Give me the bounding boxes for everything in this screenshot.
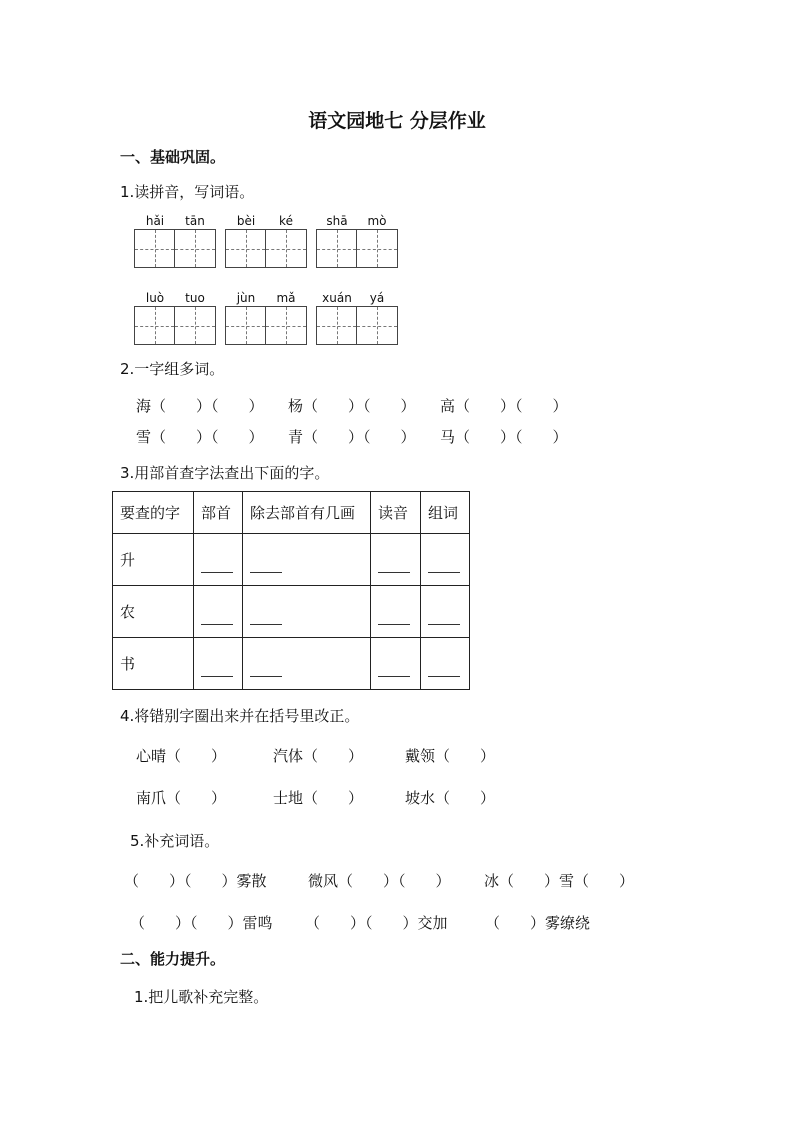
table-header: 部首	[194, 492, 243, 534]
answer-blank[interactable]	[194, 534, 243, 586]
writing-grid-2[interactable]	[225, 214, 307, 268]
q4-item[interactable]: 坡水（ ）	[405, 789, 496, 807]
q2-item[interactable]: 高（ ）（ ）	[440, 397, 568, 415]
answer-blank[interactable]	[421, 638, 470, 690]
s2-q1-label: 1.把儿歌补充完整。	[134, 988, 269, 1006]
pinyin: ké	[279, 214, 293, 228]
answer-blank[interactable]	[371, 638, 421, 690]
answer-blank[interactable]	[421, 586, 470, 638]
table-header: 读音	[371, 492, 421, 534]
radical-lookup-table	[112, 491, 470, 690]
writing-grid-3[interactable]	[316, 214, 398, 268]
pinyin: jùn	[236, 291, 256, 305]
q2-item[interactable]: 海（ ）（ ）	[136, 397, 264, 415]
answer-blank[interactable]	[371, 586, 421, 638]
pinyin: bèi	[236, 214, 256, 228]
table-row	[113, 638, 470, 690]
table-row	[113, 534, 470, 586]
q2-item[interactable]: 青（ ）（ ）	[288, 428, 416, 446]
q2-item[interactable]: 雪（ ）（ ）	[136, 428, 264, 446]
pinyin: mǎ	[276, 291, 296, 305]
lookup-char: 农	[113, 586, 194, 638]
pinyin: luò	[145, 291, 165, 305]
q5-item[interactable]: （ ）（ ）雾散	[124, 872, 267, 890]
pinyin: tān	[185, 214, 205, 228]
q2-label: 2.一字组多词。	[120, 360, 225, 378]
pinyin: tuo	[185, 291, 205, 305]
pinyin: shā	[326, 214, 348, 228]
page-title: 语文园地七 分层作业	[308, 110, 486, 132]
q1-label: 1.读拼音，写词语。	[120, 183, 255, 201]
q2-item[interactable]: 马（ ）（ ）	[440, 428, 568, 446]
table-header: 要查的字	[113, 492, 194, 534]
lookup-char: 书	[113, 638, 194, 690]
answer-blank[interactable]	[243, 586, 371, 638]
answer-blank[interactable]	[371, 534, 421, 586]
q4-label: 4.将错别字圈出来并在括号里改正。	[120, 707, 360, 725]
answer-blank[interactable]	[243, 534, 371, 586]
pinyin: yá	[369, 291, 385, 305]
q5-item[interactable]: 微风（ ）（ ）	[308, 872, 451, 890]
pinyin: hǎi	[145, 214, 165, 228]
pinyin: xuán	[322, 291, 352, 305]
q2-item[interactable]: 杨（ ）（ ）	[288, 397, 416, 415]
writing-grid-6[interactable]	[316, 291, 398, 345]
answer-blank[interactable]	[194, 586, 243, 638]
q5-label: 5.补充词语。	[130, 832, 220, 850]
pinyin: mò	[367, 214, 387, 228]
answer-blank[interactable]	[243, 638, 371, 690]
q5-item[interactable]: 冰（ ）雪（ ）	[484, 872, 635, 890]
writing-grid-5[interactable]	[225, 291, 307, 345]
lookup-char: 升	[113, 534, 194, 586]
q4-item[interactable]: 心晴（ ）	[136, 747, 227, 765]
q5-item[interactable]: （ ）（ ）交加	[305, 914, 448, 932]
q4-item[interactable]: 南爪（ ）	[136, 789, 227, 807]
section-1-heading: 一、基础巩固。	[120, 148, 226, 166]
table-header: 除去部首有几画	[243, 492, 371, 534]
answer-blank[interactable]	[194, 638, 243, 690]
q4-item[interactable]: 戴领（ ）	[405, 747, 496, 765]
section-2-heading: 二、能力提升。	[120, 950, 226, 968]
table-row	[113, 586, 470, 638]
writing-grid-1[interactable]	[134, 214, 216, 268]
answer-blank[interactable]	[421, 534, 470, 586]
q4-item[interactable]: 汽体（ ）	[273, 747, 364, 765]
q3-label: 3.用部首查字法查出下面的字。	[120, 464, 330, 482]
table-header: 组词	[421, 492, 470, 534]
q4-item[interactable]: 士地（ ）	[273, 789, 364, 807]
q5-item[interactable]: （ ）（ ）雷鸣	[130, 914, 273, 932]
table-header-row	[113, 492, 470, 534]
q5-item[interactable]: （ ）雾缭绕	[485, 914, 591, 932]
writing-grid-4[interactable]	[134, 291, 216, 345]
